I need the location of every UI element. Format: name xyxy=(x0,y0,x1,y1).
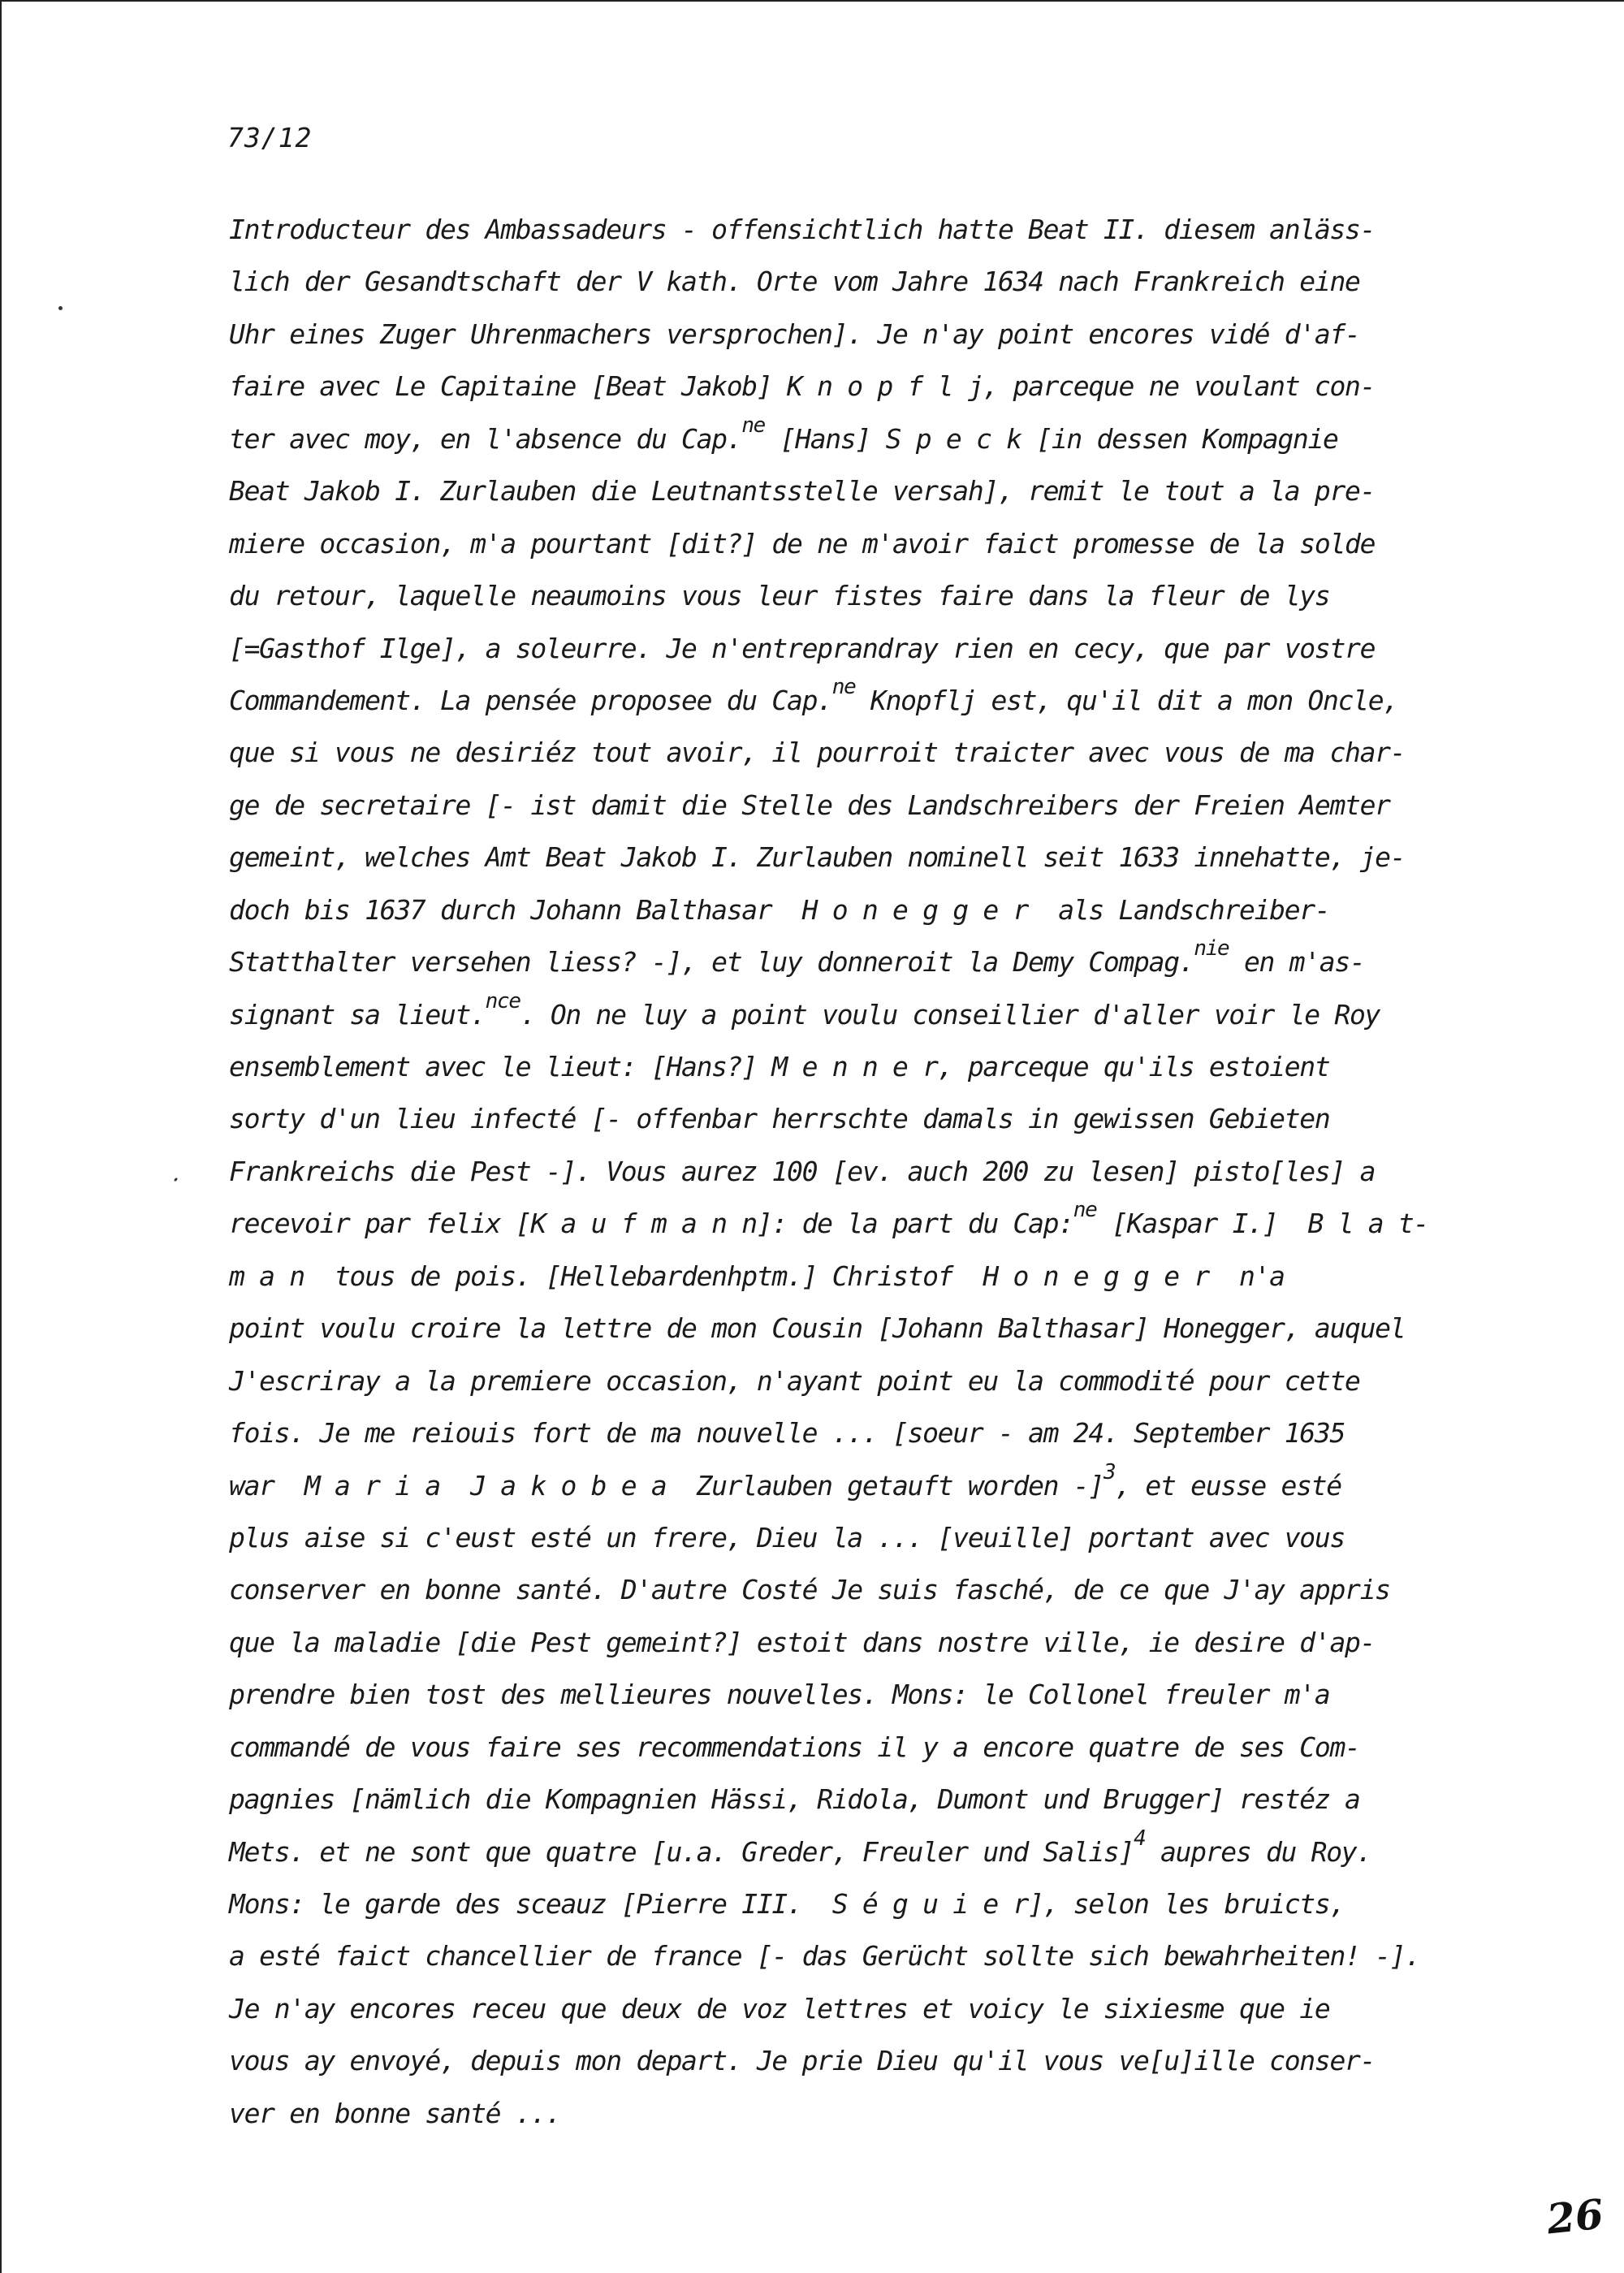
text-line: plus aise si c'eust esté un frere, Dieu la ... [veuille] portant avec vous xyxy=(229,1521,1345,1554)
text-line: doch bis 1637 durch Johann Balthasar H o n e g g e r als Landschreiber- xyxy=(229,893,1330,926)
text-line: [=Gasthof Ilge], a soleurre. Je n'entreprandray rien en cecy, que par vostre xyxy=(229,632,1376,664)
text-line: point voulu croire la lettre de mon Cousin [Johann Balthasar] Honegger, auquel xyxy=(229,1312,1406,1345)
text-line: commandé de vous faire ses recommendations il y a encore quatre de ses Com- xyxy=(229,1731,1360,1763)
text-line: recevoir par felix [K a u f m a n n]: de la part du Cap:$^{ne}$ [Kaspar I.] B l a t- xyxy=(229,1198,1429,1240)
text-line: Je n'ay encores receu que deux de voz lettres et voicy le sixiesme que ie xyxy=(229,1992,1330,2025)
text-line: que si vous ne desiriéz tout avoir, il pourroit traicter avec vous de ma char- xyxy=(229,737,1406,769)
text-line: Beat Jakob I. Zurlauben die Leutnantsstelle versah], remit le tout a la pre- xyxy=(229,475,1376,508)
text-line: miere occasion, m'a pourtant [dit?] de ne m'avoir faict promesse de la solde xyxy=(229,527,1376,560)
page-number: 73/12 xyxy=(227,122,313,153)
text-line: fois. Je me reiouis fort de ma nouvelle ... [soeur - am 24. September 1635 xyxy=(229,1417,1345,1450)
text-line: war M a r i a J a k o b e a Zurlauben getauft worden -]$^3$, et eusse esté xyxy=(229,1459,1341,1502)
scan-speck xyxy=(58,306,63,310)
text-line: ter avec moy, en l'absence du Cap.$^{ne}$ [Hans] S p e c k [in dessen Kompagnie xyxy=(229,413,1338,455)
text-line: du retour, laquelle neaumoins vous leur fistes faire dans la fleur de lys xyxy=(229,580,1330,612)
text-line: vous ay envoyé, depuis mon depart. Je prie Dieu qu'il vous ve[u]ille conser- xyxy=(229,2045,1376,2077)
text-line: J'escriray a la premiere occasion, n'ayant point eu la commodité pour cette xyxy=(229,1364,1360,1397)
text-line: conserver en bonne santé. D'autre Costé Je suis fasché, de ce que J'ay appris xyxy=(229,1574,1390,1606)
text-line: ver en bonne santé ... xyxy=(229,2097,561,2129)
handwritten-page-number: 26 xyxy=(1544,2189,1606,2244)
text-line: Frankreichs die Pest -]. Vous aurez 100 [ev. auch 200 zu lesen] pisto[les] a xyxy=(229,1155,1376,1187)
text-line: Uhr eines Zuger Uhrenmachers versprochen]. Je n'ay point encores vidé d'af- xyxy=(229,318,1360,350)
text-block xyxy=(229,204,1609,2140)
text-line: lich der Gesandtschaft der V kath. Orte vom Jahre 1634 nach Frankreich eine xyxy=(229,266,1360,298)
text-line: pagnies [nämlich die Kompagnien Hässi, Ridola, Dumont und Brugger] restéz a xyxy=(229,1783,1360,1816)
text-line: Introducteur des Ambassadeurs - offensichtlich hatte Beat II. diesem anläss- xyxy=(229,214,1376,245)
text-line: faire avec Le Capitaine [Beat Jakob] K n o p f l j, parceque ne voulant con- xyxy=(229,370,1376,403)
text-line: m a n tous de pois. [Hellebardenhptm.] Christof H o n e g g e r n'a xyxy=(229,1260,1285,1292)
text-line: ensemblement avec le lieut: [Hans?] M e n n e r, parceque qu'ils estoient xyxy=(229,1051,1330,1082)
text-line: que la maladie [die Pest gemeint?] estoit dans nostre ville, ie desire d'ap- xyxy=(229,1626,1376,1658)
text-line: prendre bien tost des mellieures nouvelles. Mons: le Collonel freuler m'a xyxy=(229,1679,1330,1711)
text-line: Mets. et ne sont que quatre [u.a. Greder, Freuler und Salis]$^4$ aupres du Roy. xyxy=(229,1826,1371,1868)
text-line: ge de secretaire [- ist damit die Stelle des Landschreibers der Freien Aemter xyxy=(229,789,1390,821)
text-line: gemeint, welches Amt Beat Jakob I. Zurlauben nominell seit 1633 innehatte, je- xyxy=(229,841,1406,874)
text-line: a esté faict chancellier de france [- das Gerücht sollte sich bewahrheiten! -]. xyxy=(229,1940,1420,1973)
text-line: sorty d'un lieu infecté [- offenbar herrschte damals in gewissen Gebieten xyxy=(229,1103,1330,1135)
text-line: Mons: le garde des sceauz [Pierre III. S é g u i e r], selon les bruicts, xyxy=(229,1888,1345,1920)
text-line: signant sa lieut.$^{nce}$. On ne luy a point voulu conseillier d'aller voir le Roy xyxy=(229,988,1380,1031)
text-line: Commandement. La pensée proposee du Cap.$^{ne}$ Knopflj est, qu'il dit a mon Oncle, xyxy=(229,674,1398,716)
text-line: Statthalter versehen liess? -], et luy donneroit la Demy Compag.$^{nie}$ en m'as- xyxy=(229,936,1365,979)
